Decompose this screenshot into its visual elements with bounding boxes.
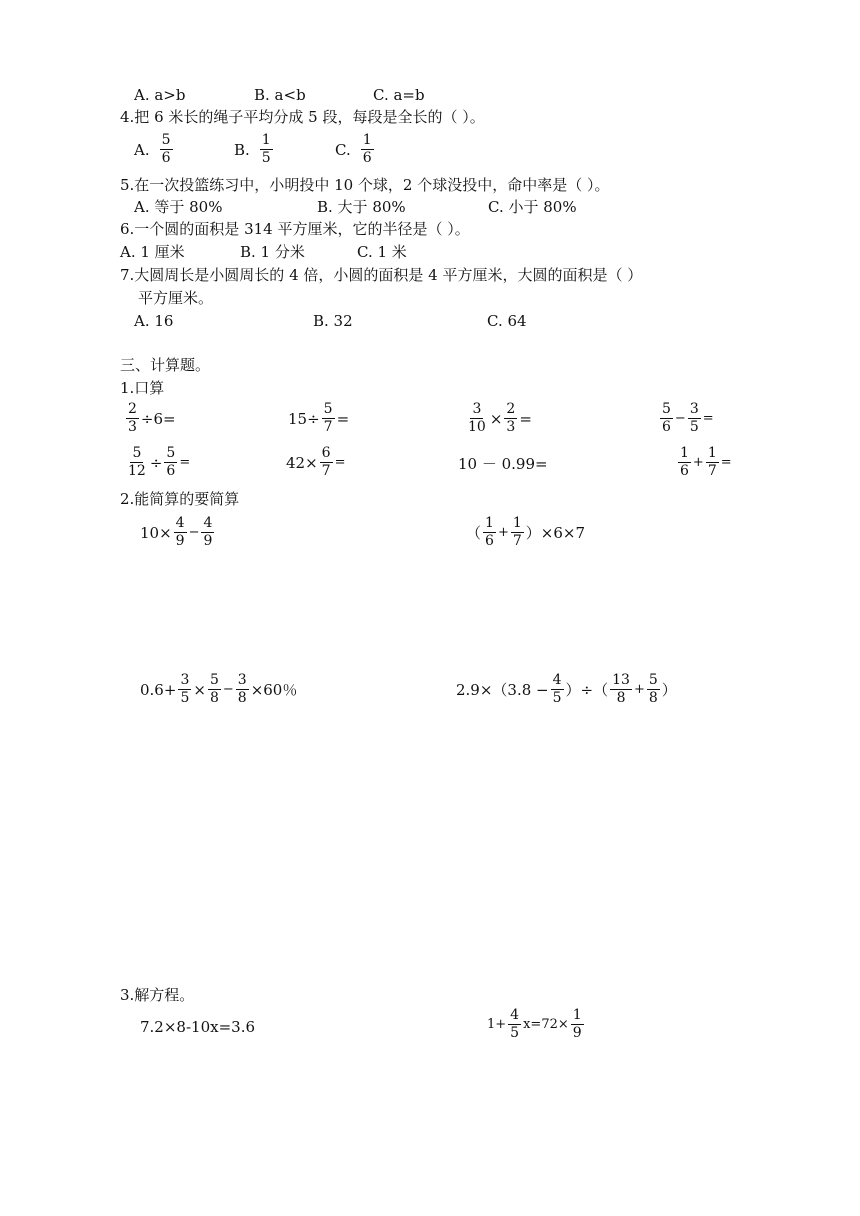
option-label: A.	[134, 140, 150, 159]
denominator: 7	[707, 463, 717, 479]
fraction	[126, 446, 148, 479]
fraction	[160, 133, 173, 166]
numerator: 3	[237, 672, 247, 688]
operand: 1+	[487, 1017, 507, 1032]
denominator: 6	[662, 419, 671, 435]
q7-stem: 7.大圆周长是小圆周长的 4 倍，小圆的面积是 4 平方厘米，大圆的面积是（ ）	[120, 266, 643, 284]
numerator: 2	[128, 401, 137, 417]
fraction	[483, 516, 496, 549]
operator: =	[336, 409, 350, 428]
operator: ×	[489, 409, 503, 428]
simplify-expression-2	[466, 516, 585, 549]
numerator: 1	[572, 1007, 582, 1023]
operand: 0.6+	[140, 680, 177, 699]
operand: 15÷	[288, 409, 320, 428]
operator: ×	[193, 680, 206, 699]
denominator: 6	[485, 533, 494, 549]
q6-stem: 6.一个圆的面积是 314 平方厘米，它的半径是（ ）。	[120, 220, 470, 238]
section-title: 三、计算题。	[120, 356, 211, 374]
numerator: 5	[209, 672, 219, 688]
q4-option-a	[134, 133, 175, 166]
numerator: 3	[180, 672, 190, 688]
fraction	[208, 673, 221, 706]
denominator: 3	[506, 419, 516, 435]
operand: x=72×	[523, 1017, 569, 1032]
q3-option-a: A. a>b	[134, 86, 186, 104]
fraction	[660, 402, 673, 435]
fraction	[260, 133, 273, 166]
numerator: 1	[261, 132, 271, 148]
denominator: 8	[616, 690, 626, 706]
q4-stem: 4.把 6 米长的绳子平均分成 5 段，每段是全长的（ ）。	[120, 108, 485, 126]
numerator: 5	[323, 401, 333, 417]
fraction	[610, 673, 632, 706]
operator: ）÷（	[565, 681, 609, 699]
q7-option-c: C. 64	[487, 312, 527, 330]
fraction	[174, 516, 187, 549]
fraction	[551, 673, 564, 706]
oral-item	[464, 402, 532, 435]
denominator: 5	[689, 419, 699, 435]
numerator: 5	[648, 672, 658, 688]
numerator: 3	[689, 401, 699, 417]
fraction	[178, 673, 191, 706]
numerator: 1	[362, 132, 372, 148]
operator: ）	[661, 681, 677, 699]
numerator: 6	[321, 445, 331, 461]
denominator: 6	[161, 150, 171, 166]
oral-item: 10 － 0.99=	[458, 455, 548, 473]
operator: （	[466, 524, 482, 542]
numerator: 4	[552, 672, 562, 688]
denominator: 9	[203, 533, 213, 549]
q5-option-a: A. 等于 80%	[134, 198, 223, 216]
denominator: 5	[552, 690, 562, 706]
operator: −	[222, 682, 234, 697]
operator: ）×6×7	[525, 524, 585, 542]
numerator: 1	[707, 445, 717, 461]
fraction	[571, 1008, 584, 1041]
q6-option-c: C. 1 米	[357, 243, 407, 261]
fraction	[164, 446, 177, 479]
fraction	[201, 516, 214, 549]
operand: 2.9×（3.8 −	[456, 681, 549, 699]
equation-title: 3.解方程。	[120, 986, 195, 1004]
equation-2	[487, 1008, 586, 1041]
q6-option-b: B. 1 分米	[240, 243, 305, 261]
denominator: 8	[648, 690, 658, 706]
numerator: 1	[680, 445, 689, 461]
fraction	[361, 133, 374, 166]
operator: +	[633, 682, 645, 697]
simplify-expression-3	[140, 673, 297, 706]
oral-item	[658, 402, 714, 435]
q3-option-c: C. a=b	[373, 86, 425, 104]
option-label: C.	[335, 140, 351, 159]
fraction	[706, 446, 719, 479]
denominator: 5	[510, 1025, 520, 1041]
operator: ÷	[149, 453, 163, 472]
fraction	[466, 402, 488, 435]
denominator: 7	[512, 533, 522, 549]
numerator: 5	[161, 132, 171, 148]
operator: =	[334, 455, 346, 470]
numerator: 1	[485, 515, 494, 531]
fraction	[322, 402, 335, 435]
denominator: 7	[321, 463, 331, 479]
operator: =	[519, 409, 532, 428]
numerator: 3	[472, 401, 482, 417]
denominator: 7	[323, 419, 333, 435]
operator: =	[702, 411, 714, 426]
oral-item	[288, 402, 349, 435]
numerator: 4	[175, 515, 185, 531]
q3-option-b: B. a<b	[254, 86, 306, 104]
oral-item	[124, 446, 190, 479]
numerator: 5	[132, 445, 142, 461]
denominator: 6	[166, 463, 176, 479]
denominator: 9	[175, 533, 185, 549]
denominator: 5	[261, 150, 271, 166]
fraction	[320, 446, 333, 479]
denominator: 6	[680, 463, 689, 479]
simplify-expression-4	[456, 673, 677, 706]
operator: −	[674, 411, 686, 426]
q5-stem: 5.在一次投篮练习中，小明投中 10 个球，2 个球没投中，命中率是（ ）。	[120, 176, 610, 194]
operand: 10×	[140, 523, 172, 542]
q7-stem-continued: 平方厘米。	[138, 289, 214, 307]
denominator: 8	[237, 690, 247, 706]
equation-1: 7.2×8-10x=3.6	[140, 1018, 256, 1036]
q7-option-a: A. 16	[134, 312, 174, 330]
q5-option-b: B. 大于 80%	[317, 198, 406, 216]
numerator: 5	[166, 445, 176, 461]
fraction	[126, 402, 139, 435]
denominator: 9	[572, 1025, 582, 1041]
numerator: 5	[662, 401, 671, 417]
oral-item	[676, 446, 732, 479]
operator: =	[179, 455, 191, 470]
simplify-title: 2.能简算的要简算	[120, 490, 240, 508]
operand: ×60％	[250, 681, 298, 699]
operator: ÷6=	[140, 409, 176, 428]
denominator: 3	[128, 419, 137, 435]
q4-option-b	[234, 133, 275, 166]
numerator: 4	[203, 515, 213, 531]
numerator: 4	[510, 1007, 520, 1023]
numerator: 2	[506, 401, 516, 417]
fraction	[678, 446, 691, 479]
q7-option-b: B. 32	[313, 312, 353, 330]
oral-calc-title: 1.口算	[120, 379, 165, 397]
fraction	[504, 402, 517, 435]
fraction	[511, 516, 524, 549]
denominator: 12	[128, 463, 146, 479]
operator: +	[497, 525, 509, 540]
simplify-expression-1	[140, 516, 216, 549]
q5-option-c: C. 小于 80%	[488, 198, 577, 216]
denominator: 6	[362, 150, 372, 166]
oral-item	[124, 402, 176, 435]
option-label: B.	[234, 140, 250, 159]
fraction	[688, 402, 701, 435]
operator: =	[720, 455, 732, 470]
operator: +	[692, 455, 704, 470]
fraction	[508, 1008, 521, 1041]
denominator: 8	[209, 690, 219, 706]
q6-option-a: A. 1 厘米	[120, 243, 185, 261]
operand: 42×	[286, 453, 318, 472]
fraction	[647, 673, 660, 706]
numerator: 1	[512, 515, 522, 531]
operator: −	[188, 525, 200, 540]
oral-item	[286, 446, 345, 479]
denominator: 5	[180, 690, 190, 706]
fraction	[236, 673, 249, 706]
denominator: 10	[468, 419, 486, 435]
numerator: 13	[612, 672, 630, 688]
q4-option-c	[335, 133, 376, 166]
